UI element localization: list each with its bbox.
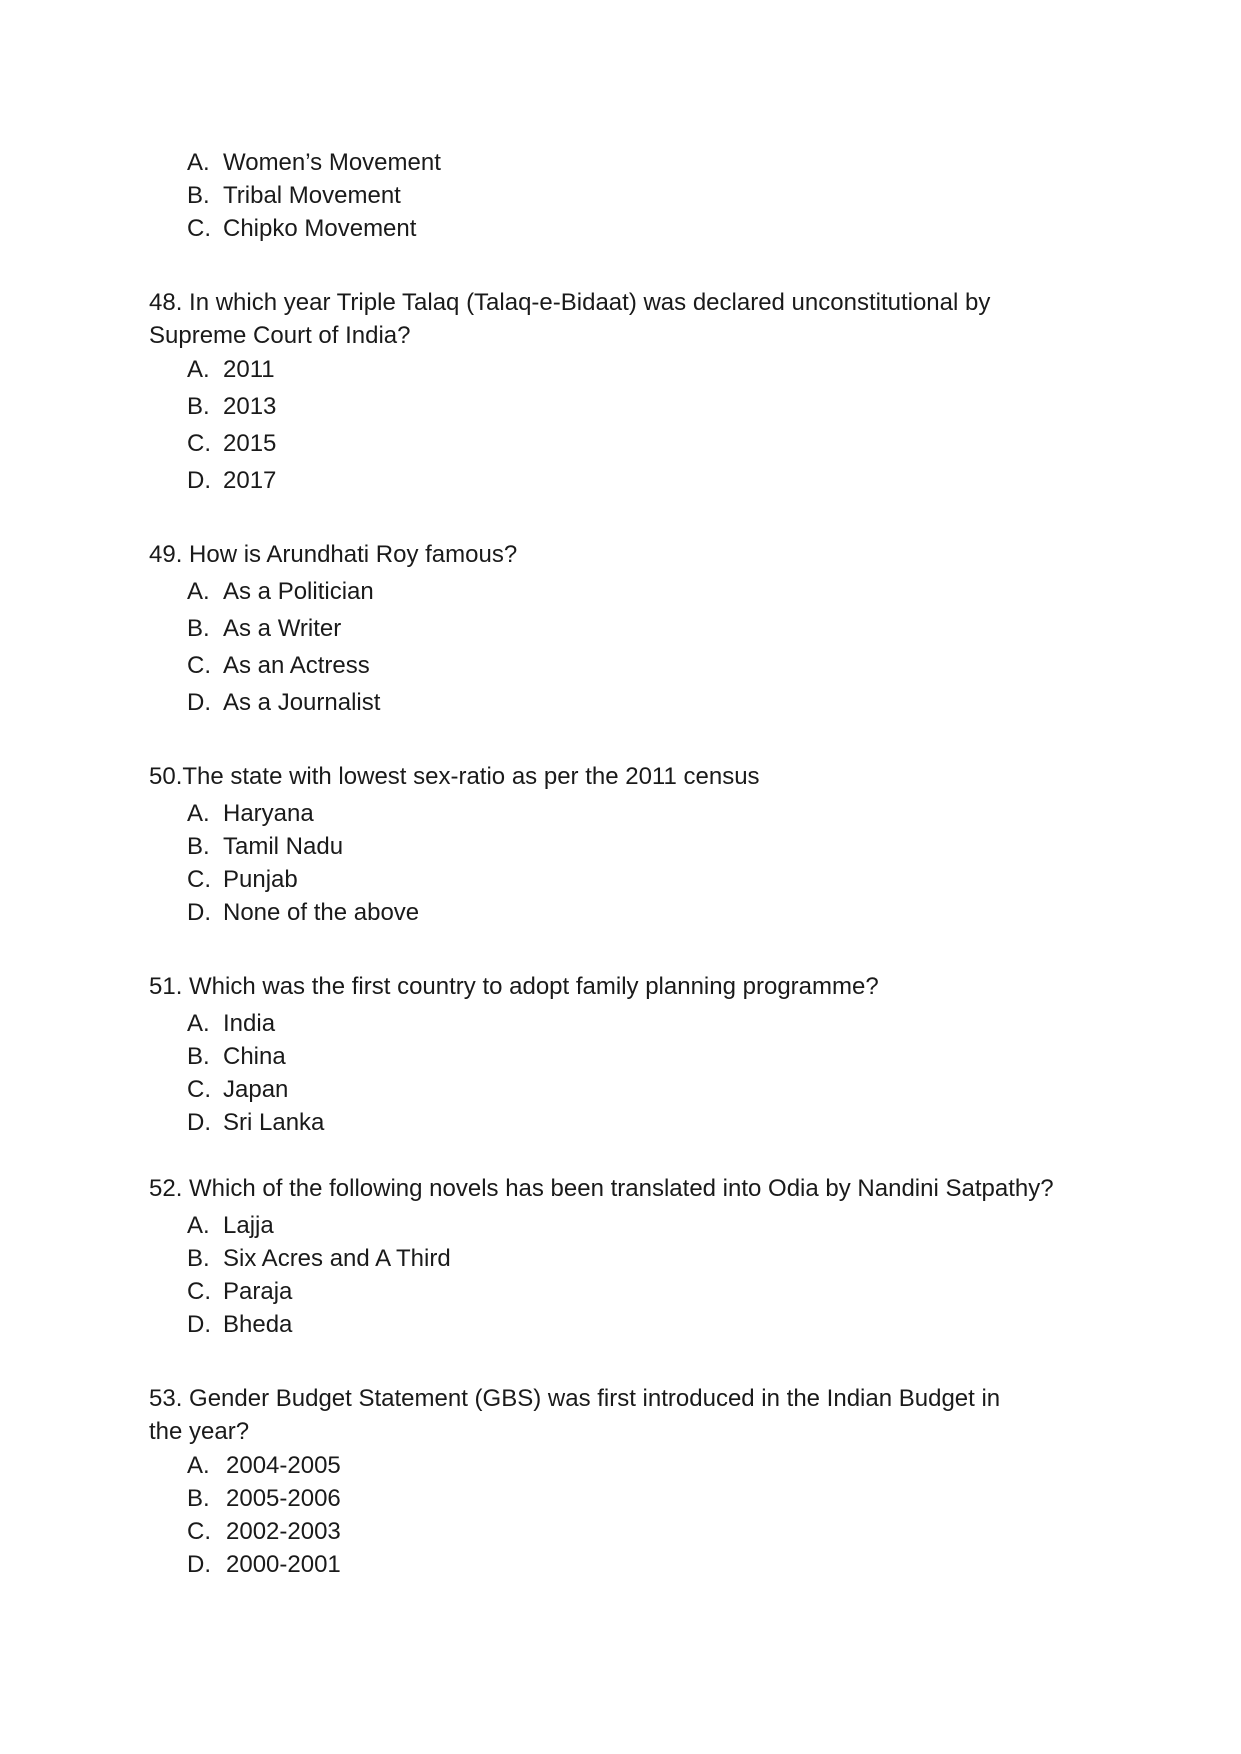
option-letter: B. [187, 1245, 210, 1272]
option-text: 2011 [223, 356, 275, 383]
option-text: Lajja [223, 1212, 274, 1239]
option-text: As an Actress [223, 652, 370, 679]
option-text: Paraja [223, 1278, 293, 1305]
option-letter: A. [187, 800, 210, 827]
option-text: Tribal Movement [223, 182, 401, 209]
q50-option-d [187, 899, 419, 927]
option-letter: A. [187, 149, 210, 176]
option-text: Haryana [223, 800, 314, 827]
option-text: 2005-2006 [226, 1485, 341, 1512]
option-text: 2015 [223, 430, 277, 457]
option-text: Punjab [223, 866, 298, 893]
q53-question-line-1: 53. Gender Budget Statement (GBS) was first introduced in the Indian Budget in [149, 1385, 1001, 1412]
q48-question-line-1: 48. In which year Triple Talaq (Talaq-e-Bidaat) was declared unconstitutional by [149, 289, 991, 316]
option-letter: C. [187, 430, 211, 457]
q53-question-line-2: the year? [149, 1418, 250, 1445]
q48-option-b [187, 393, 276, 421]
q52-option-a [187, 1212, 274, 1240]
option-letter: C. [187, 1518, 211, 1545]
q51-option-b [187, 1043, 286, 1071]
option-text: China [223, 1043, 286, 1070]
option-text: 2002-2003 [226, 1518, 341, 1545]
q52-question-line-1: 52. Which of the following novels has been translated into Odia by Nandini Satpathy? [149, 1175, 1054, 1202]
option-text: None of the above [223, 899, 420, 926]
option-letter: B. [187, 615, 210, 642]
option-letter: B. [187, 393, 210, 420]
q50-option-b [187, 833, 343, 861]
option-letter: A. [187, 578, 210, 605]
option-text: 2000-2001 [226, 1551, 341, 1578]
option-letter: A. [187, 1212, 210, 1239]
option-text: Chipko Movement [223, 215, 417, 242]
option-letter: D. [187, 1551, 211, 1578]
q47-option-c [187, 215, 416, 243]
option-text: Bheda [223, 1311, 293, 1338]
q48-question-line-2: Supreme Court of India? [149, 322, 411, 349]
q53-option-a [187, 1452, 341, 1480]
q50-option-c [187, 866, 298, 894]
option-letter: C. [187, 866, 211, 893]
option-text: Japan [223, 1076, 289, 1103]
option-letter: C. [187, 652, 211, 679]
option-letter: C. [187, 1076, 211, 1103]
q49-option-a [187, 578, 374, 606]
q51-option-c [187, 1076, 288, 1104]
q52-option-d [187, 1311, 292, 1339]
q50-question-line-1: 50.The state with lowest sex-ratio as per the 2011 census [149, 763, 760, 790]
q49-question-line-1: 49. How is Arundhati Roy famous? [149, 541, 518, 568]
q49-option-b [187, 615, 341, 643]
q48-option-c [187, 430, 276, 458]
q53-option-d [187, 1551, 341, 1579]
option-letter: A. [187, 356, 210, 383]
q52-option-b [187, 1245, 451, 1273]
option-letter: A. [187, 1452, 210, 1479]
q48-option-d [187, 467, 276, 495]
option-letter: D. [187, 689, 211, 716]
option-text: As a Writer [223, 615, 342, 642]
q49-option-d [187, 689, 380, 717]
option-text: 2004-2005 [226, 1452, 341, 1479]
q53-option-c [187, 1518, 341, 1546]
option-text: Sri Lanka [223, 1109, 325, 1136]
q50-option-a [187, 800, 314, 828]
option-letter: A. [187, 1010, 210, 1037]
option-text: 2017 [223, 467, 277, 494]
q51-option-a [187, 1010, 275, 1038]
option-letter: B. [187, 1043, 210, 1070]
q51-question-line-1: 51. Which was the first country to adopt family planning programme? [149, 973, 879, 1000]
q47-option-b [187, 182, 401, 210]
q52-option-c [187, 1278, 292, 1306]
option-letter: D. [187, 899, 211, 926]
option-text: Women’s Movement [223, 149, 441, 176]
option-text: As a Journalist [223, 689, 381, 716]
option-text: As a Politician [223, 578, 374, 605]
q51-option-d [187, 1109, 324, 1137]
option-text: India [223, 1010, 276, 1037]
option-text: Six Acres and A Third [223, 1245, 451, 1272]
option-letter: D. [187, 1311, 211, 1338]
option-letter: B. [187, 833, 210, 860]
option-text: 2013 [223, 393, 277, 420]
option-letter: D. [187, 1109, 211, 1136]
option-letter: C. [187, 215, 211, 242]
q53-option-b [187, 1485, 341, 1513]
q48-option-a [187, 356, 275, 384]
option-letter: B. [187, 182, 210, 209]
option-letter: B. [187, 1485, 210, 1512]
option-letter: C. [187, 1278, 211, 1305]
q49-option-c [187, 652, 370, 680]
q47-option-a [187, 149, 441, 177]
option-text: Tamil Nadu [223, 833, 344, 860]
option-letter: D. [187, 467, 211, 494]
